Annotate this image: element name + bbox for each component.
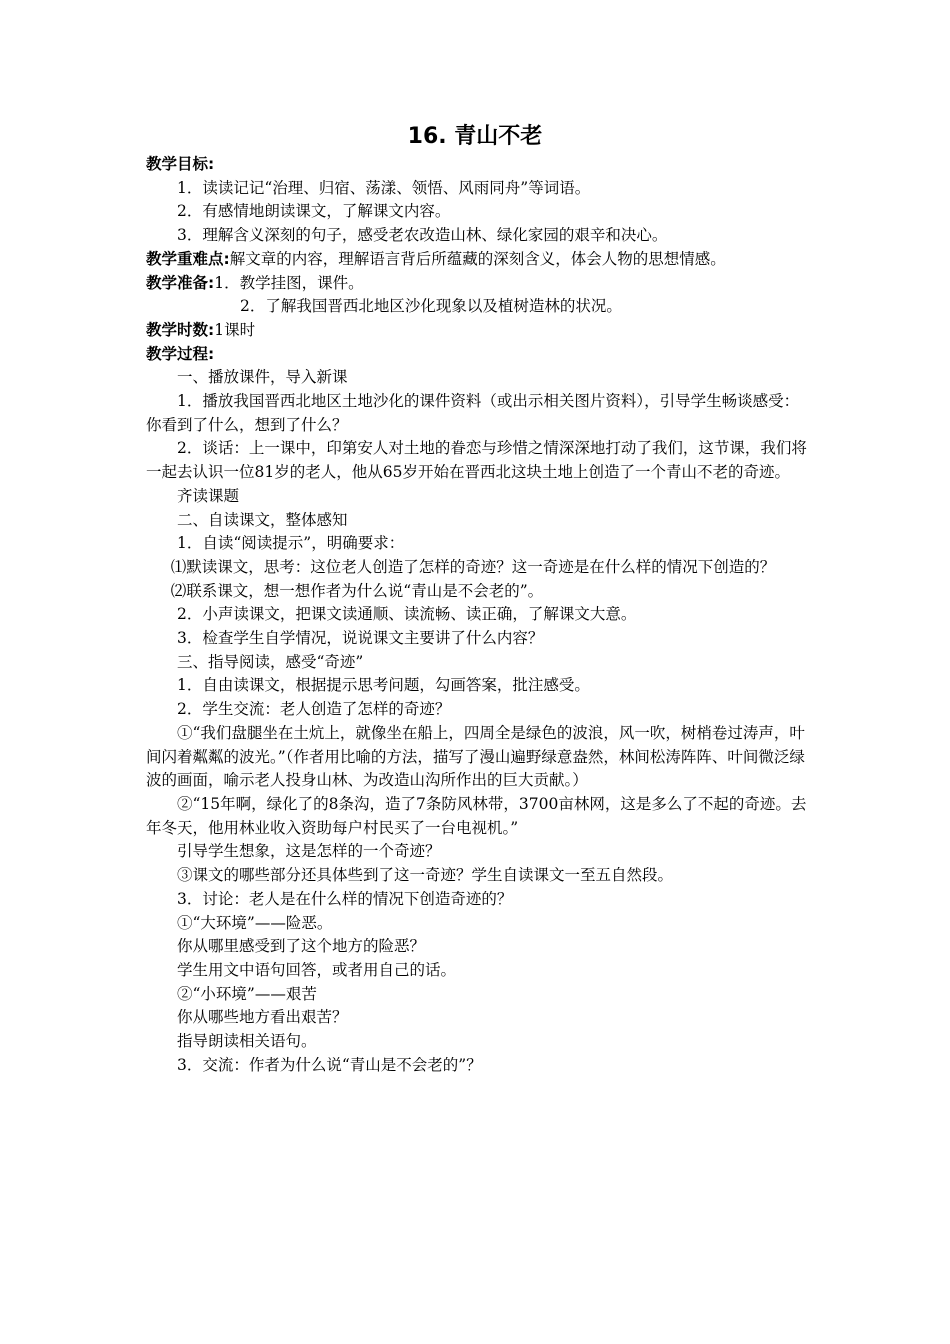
process-line: 学生用文中语句回答，或者用自己的话。 xyxy=(177,960,457,979)
process-line: 1．播放我国晋西北地区土地沙化的课件资料（或出示相关图片资料），引导学生畅谈感受：你看到了什么，想到了什么？ xyxy=(146,392,800,434)
lesson-plan-body xyxy=(146,153,810,1077)
process-line: 指导朗读相关语句。 xyxy=(177,1032,317,1051)
process-line: 3．检查学生自学情况，说说课文主要讲了什么内容？ xyxy=(177,629,544,648)
prep-item: 1．教学挂图，课件。 xyxy=(214,273,364,292)
process-line: 三、指导阅读，感受“奇迹” xyxy=(177,652,364,671)
process-line: 1．自由读课文，根据提示思考问题，勾画答案，批注感受。 xyxy=(177,676,590,695)
process-line: 2．学生交流：老人创造了怎样的奇迹？ xyxy=(177,700,451,719)
process-line: ①“我们盘腿坐在土炕上，就像坐在船上，四周全是绿色的波浪，风一吹，树梢卷过涛声，叶间闪着粼粼的波光。”（作者用比喻的方法，描写了漫山遍野绿意盎然，林间松涛阵阵、叶间微泛绿波的画面，喻示老人投身山林、为改造山沟所作出的巨大贡献。） xyxy=(146,723,805,790)
goals-heading: 教学目标: xyxy=(146,155,215,173)
process-line: 一、播放课件，导入新课 xyxy=(177,368,348,387)
goal-item: 2．有感情地朗读课文，了解课文内容。 xyxy=(177,202,451,221)
process-line: 3．讨论：老人是在什么样的情况下创造奇迹的？ xyxy=(177,889,513,908)
key-text: 解文章的内容，理解语言背后所蕴藏的深刻含义，体会人物的思想情感。 xyxy=(229,249,726,268)
process-heading: 教学过程: xyxy=(146,344,215,363)
process-line: ⑵联系课文，想一想作者为什么说“青山是不会老的”。 xyxy=(170,581,544,600)
process-line: ②“小环境”——艰苦 xyxy=(177,984,317,1003)
prep-heading: 教学准备: xyxy=(146,273,215,292)
class-hours xyxy=(146,319,810,343)
key-heading: 教学重难点: xyxy=(146,249,230,268)
hours-text: 1课时 xyxy=(214,320,256,339)
prep-item: 2．了解我国晋西北地区沙化现象以及植树造林的状况。 xyxy=(240,297,622,316)
process-line: 二、自读课文，整体感知 xyxy=(177,510,348,529)
goal-item: 3．理解含义深刻的句子，感受老农改造山林、绿化家园的艰辛和决心。 xyxy=(177,226,668,245)
process-line: ②“15年啊，绿化了的8条沟，造了7条防风林带，3700亩林网，这是多么了不起的奇迹。去年冬天，他用林业收入资助每户村民买了一台电视机。” xyxy=(146,794,807,837)
process-line: ⑴默读课文，思考：这位老人创造了怎样的奇迹？这一奇迹是在什么样的情况下创造的？ xyxy=(170,557,776,576)
process-line: 齐读课题 xyxy=(177,486,240,505)
process-line: 引导学生想象，这是怎样的一个奇迹？ xyxy=(177,842,441,861)
preparation xyxy=(146,272,810,296)
document-title: 16. 青山不老 xyxy=(407,124,543,149)
goal-item: 1．读读记记“治理、归宿、荡漾、领悟、风雨同舟”等词语。 xyxy=(177,178,591,197)
process-line: ③课文的哪些部分还具体些到了这一奇迹？学生自读课文一至五自然段。 xyxy=(177,866,674,885)
process-line: 你从哪些地方看出艰苦？ xyxy=(177,1008,348,1027)
process-line: 3．交流：作者为什么说“青山是不会老的”？ xyxy=(177,1055,482,1074)
process-line: 1．自读“阅读提示”，明确要求： xyxy=(177,534,405,553)
process-line: 你从哪里感受到了这个地方的险恶？ xyxy=(177,937,426,956)
hours-heading: 教学时数: xyxy=(146,320,215,339)
process-line: ①“大环境”——险恶。 xyxy=(177,913,333,932)
process-line: 2．谈话：上一课中，印第安人对土地的眷恋与珍惜之情深深地打动了我们，这节课，我们将一起去认识一位81岁的老人，他从65岁开始在晋西北这块土地上创造了一个青山不老的奇迹。 xyxy=(146,439,807,482)
process-line: 2．小声读课文，把课文读通顺、读流畅、读正确，了解课文大意。 xyxy=(177,605,637,624)
key-points xyxy=(146,248,810,272)
